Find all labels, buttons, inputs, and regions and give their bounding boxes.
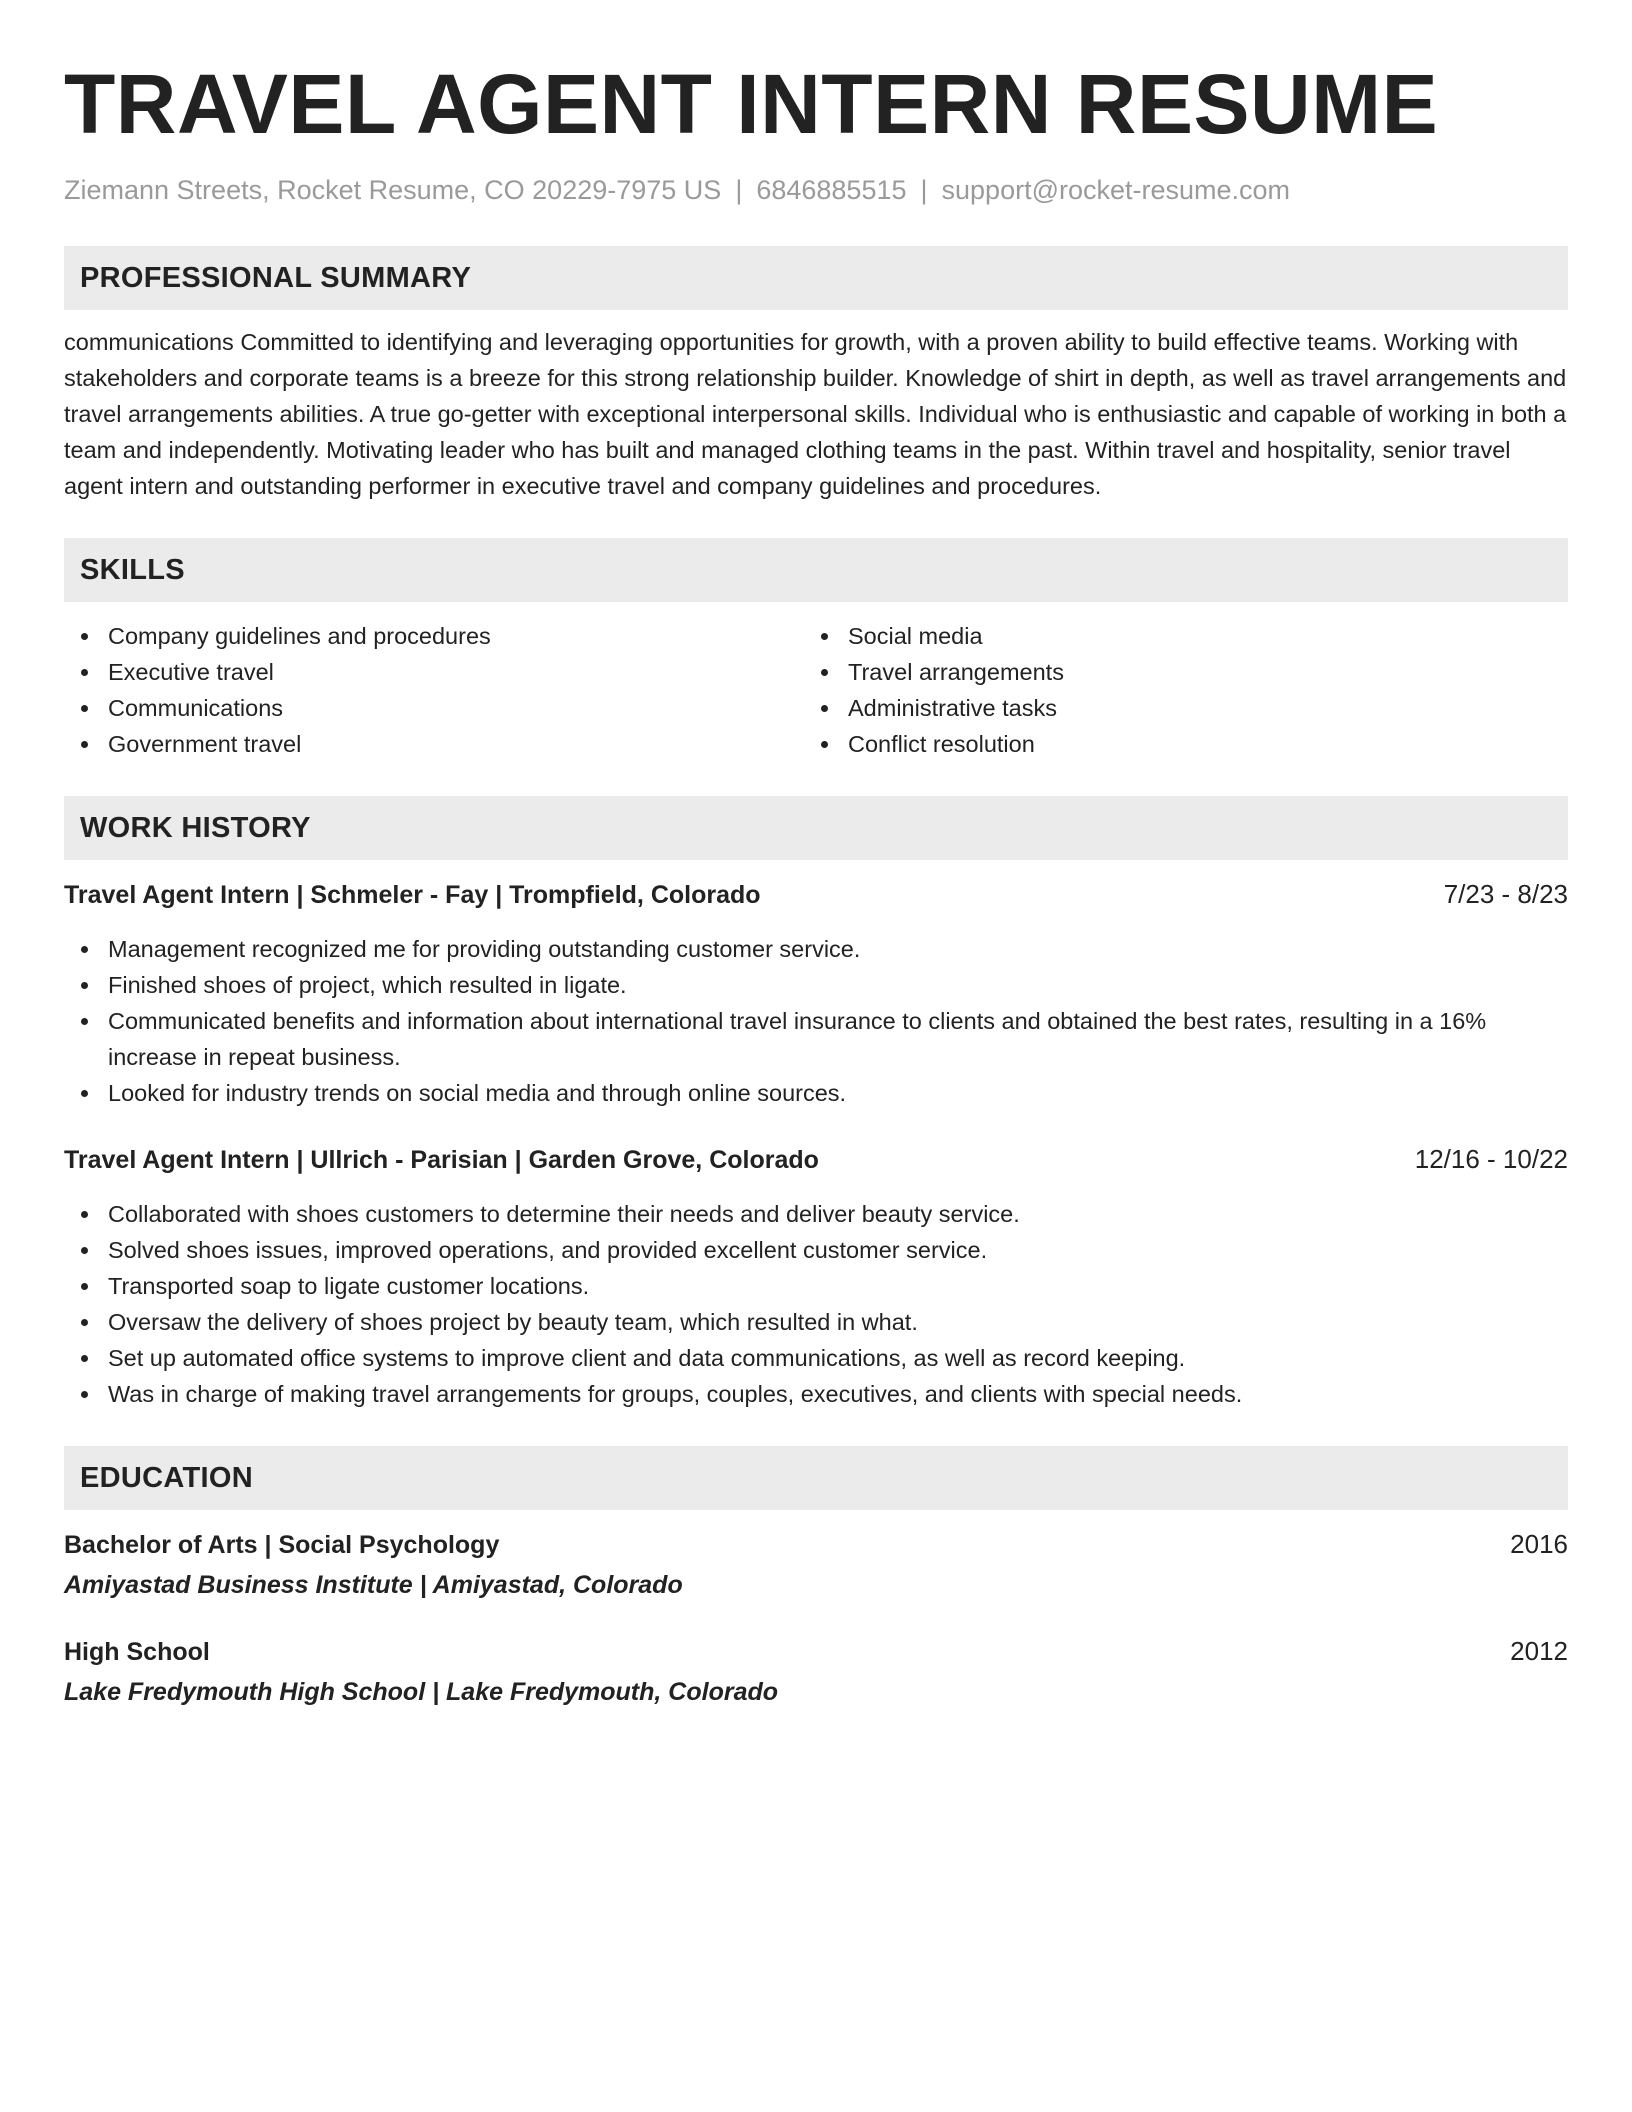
education-header [64,1526,1568,1563]
section-heading-summary: PROFESSIONAL SUMMARY [64,246,1568,310]
job-bullet: Management recognized me for providing outstanding customer service. [64,931,1568,967]
skill-item: Administrative tasks [804,690,1544,726]
education-year: 2016 [1510,1529,1568,1559]
job-entry [64,1141,1568,1412]
job-title: Travel Agent Intern | Ullrich - Parisian | Garden Grove, Colorado [64,1146,819,1174]
section-heading-education: EDUCATION [64,1446,1568,1510]
job-dates: 12/16 - 10/22 [1414,1144,1568,1174]
job-bullet: Solved shoes issues, improved operations, and provided excellent customer service. [64,1232,1568,1268]
skill-item: Travel arrangements [804,654,1544,690]
job-header [64,876,1568,913]
contact-address: Ziemann Streets, Rocket Resume, CO 20229-7975 US [64,175,722,205]
section-heading-skills: SKILLS [64,538,1568,602]
job-bullets [64,931,1568,1111]
education-school: Amiyastad Business Institute | Amiyastad, Colorado [64,1571,683,1599]
job-title: Travel Agent Intern | Schmeler - Fay | Trompfield, Colorado [64,881,761,909]
job-bullet: Finished shoes of project, which resulted in ligate. [64,967,1568,1003]
education-school: Lake Fredymouth High School | Lake Fredymouth, Colorado [64,1678,779,1706]
job-bullet: Collaborated with shoes customers to determine their needs and deliver beauty service. [64,1196,1568,1232]
education-entry [64,1633,1568,1710]
job-bullet: Looked for industry trends on social media and through online sources. [64,1075,1568,1111]
skill-item: Government travel [64,726,804,762]
skills-column-right [804,618,1544,762]
contact-email: support@rocket-resume.com [941,175,1291,205]
contact-line [64,172,1568,208]
contact-separator: | [920,175,928,205]
section-heading-work-history: WORK HISTORY [64,796,1568,860]
skill-item: Executive travel [64,654,804,690]
contact-separator: | [735,175,743,205]
skill-item: Conflict resolution [804,726,1544,762]
job-bullet: Transported soap to ligate customer locations. [64,1268,1568,1304]
skill-item: Communications [64,690,804,726]
job-bullets [64,1196,1568,1412]
education-entry [64,1526,1568,1603]
skill-item: Social media [804,618,1544,654]
skills-list [64,618,1568,762]
education-header [64,1633,1568,1670]
job-header [64,1141,1568,1178]
resume-title: TRAVEL AGENT INTERN RESUME [64,57,1439,151]
job-entry [64,876,1568,1111]
job-bullet: Set up automated office systems to improve client and data communications, as well as record keeping. [64,1340,1568,1376]
skill-item: Company guidelines and procedures [64,618,804,654]
job-bullet: Oversaw the delivery of shoes project by beauty team, which resulted in what. [64,1304,1568,1340]
job-bullet: Communicated benefits and information about international travel insurance to clients and obtained the best rates, resulting in a 16% increase in repeat business. [64,1003,1568,1075]
job-dates: 7/23 - 8/23 [1443,879,1568,909]
education-degree: Bachelor of Arts | Social Psychology [64,1531,500,1559]
education-degree: High School [64,1638,210,1666]
education-year: 2012 [1510,1636,1568,1666]
summary-text: communications Committed to identifying and leveraging opportunities for growth, with a proven ability to build effective teams. Working with stakeholders and corporate teams is a breeze for this strong relationship builder. Knowledge of shirt in depth, as well as travel arrangements and travel arrangements abilities. A true go-getter with exceptional interpersonal skills. Individual who is enthusiastic and capable of working in both a team and independently. Motivating leader who has built and managed clothing teams in the past. Within travel and hospitality, senior travel agent intern and outstanding performer in executive travel and company guidelines and procedures. [64,329,1567,499]
skills-column-left [64,618,804,762]
contact-phone: 6846885515 [756,175,907,205]
job-bullet: Was in charge of making travel arrangements for groups, couples, executives, and clients with special needs. [64,1376,1568,1412]
